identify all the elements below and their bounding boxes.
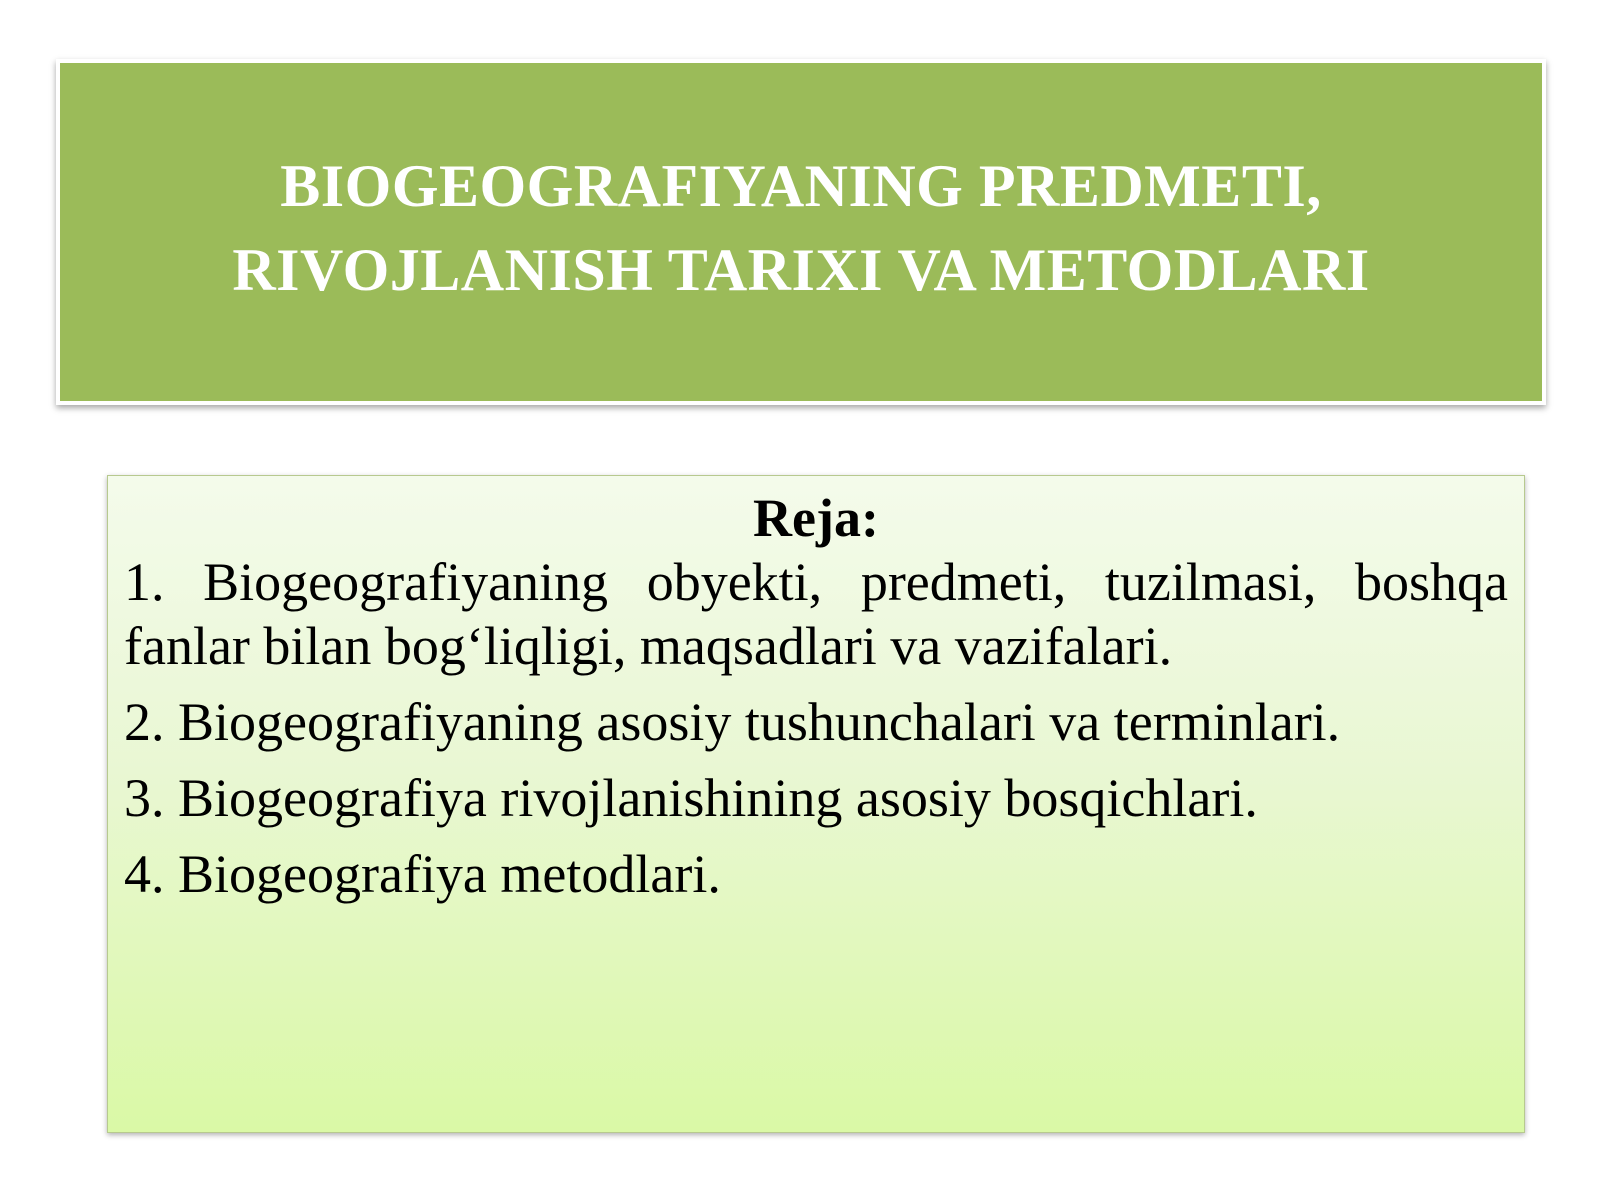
title-banner [56, 59, 1546, 405]
plan-item-2: 2. Biogeografiyaning asosiy tushunchalari va terminlari. [124, 692, 1341, 752]
plan-item-4: 4. Biogeografiya metodlari. [124, 844, 721, 904]
plan-item-3: 3. Biogeografiya rivojlanishining asosiy bosqichlari. [124, 768, 1258, 828]
plan-panel [107, 475, 1525, 1133]
slide-title-line-1: BIOGEOGRAFIYANING PREDMETI, [280, 153, 1322, 219]
plan-heading: Reja: [753, 488, 879, 548]
plan-item-1: 1. Biogeografiyaning obyekti, predmeti, tuzilmasi, boshqa fanlar bilan bog‘liqligi, maqsadlari va vazifalari. [124, 552, 1508, 676]
slide-title-line-2: RIVOJLANISH TARIXI VA METODLARI [232, 237, 1370, 303]
slide-title [232, 144, 1369, 312]
